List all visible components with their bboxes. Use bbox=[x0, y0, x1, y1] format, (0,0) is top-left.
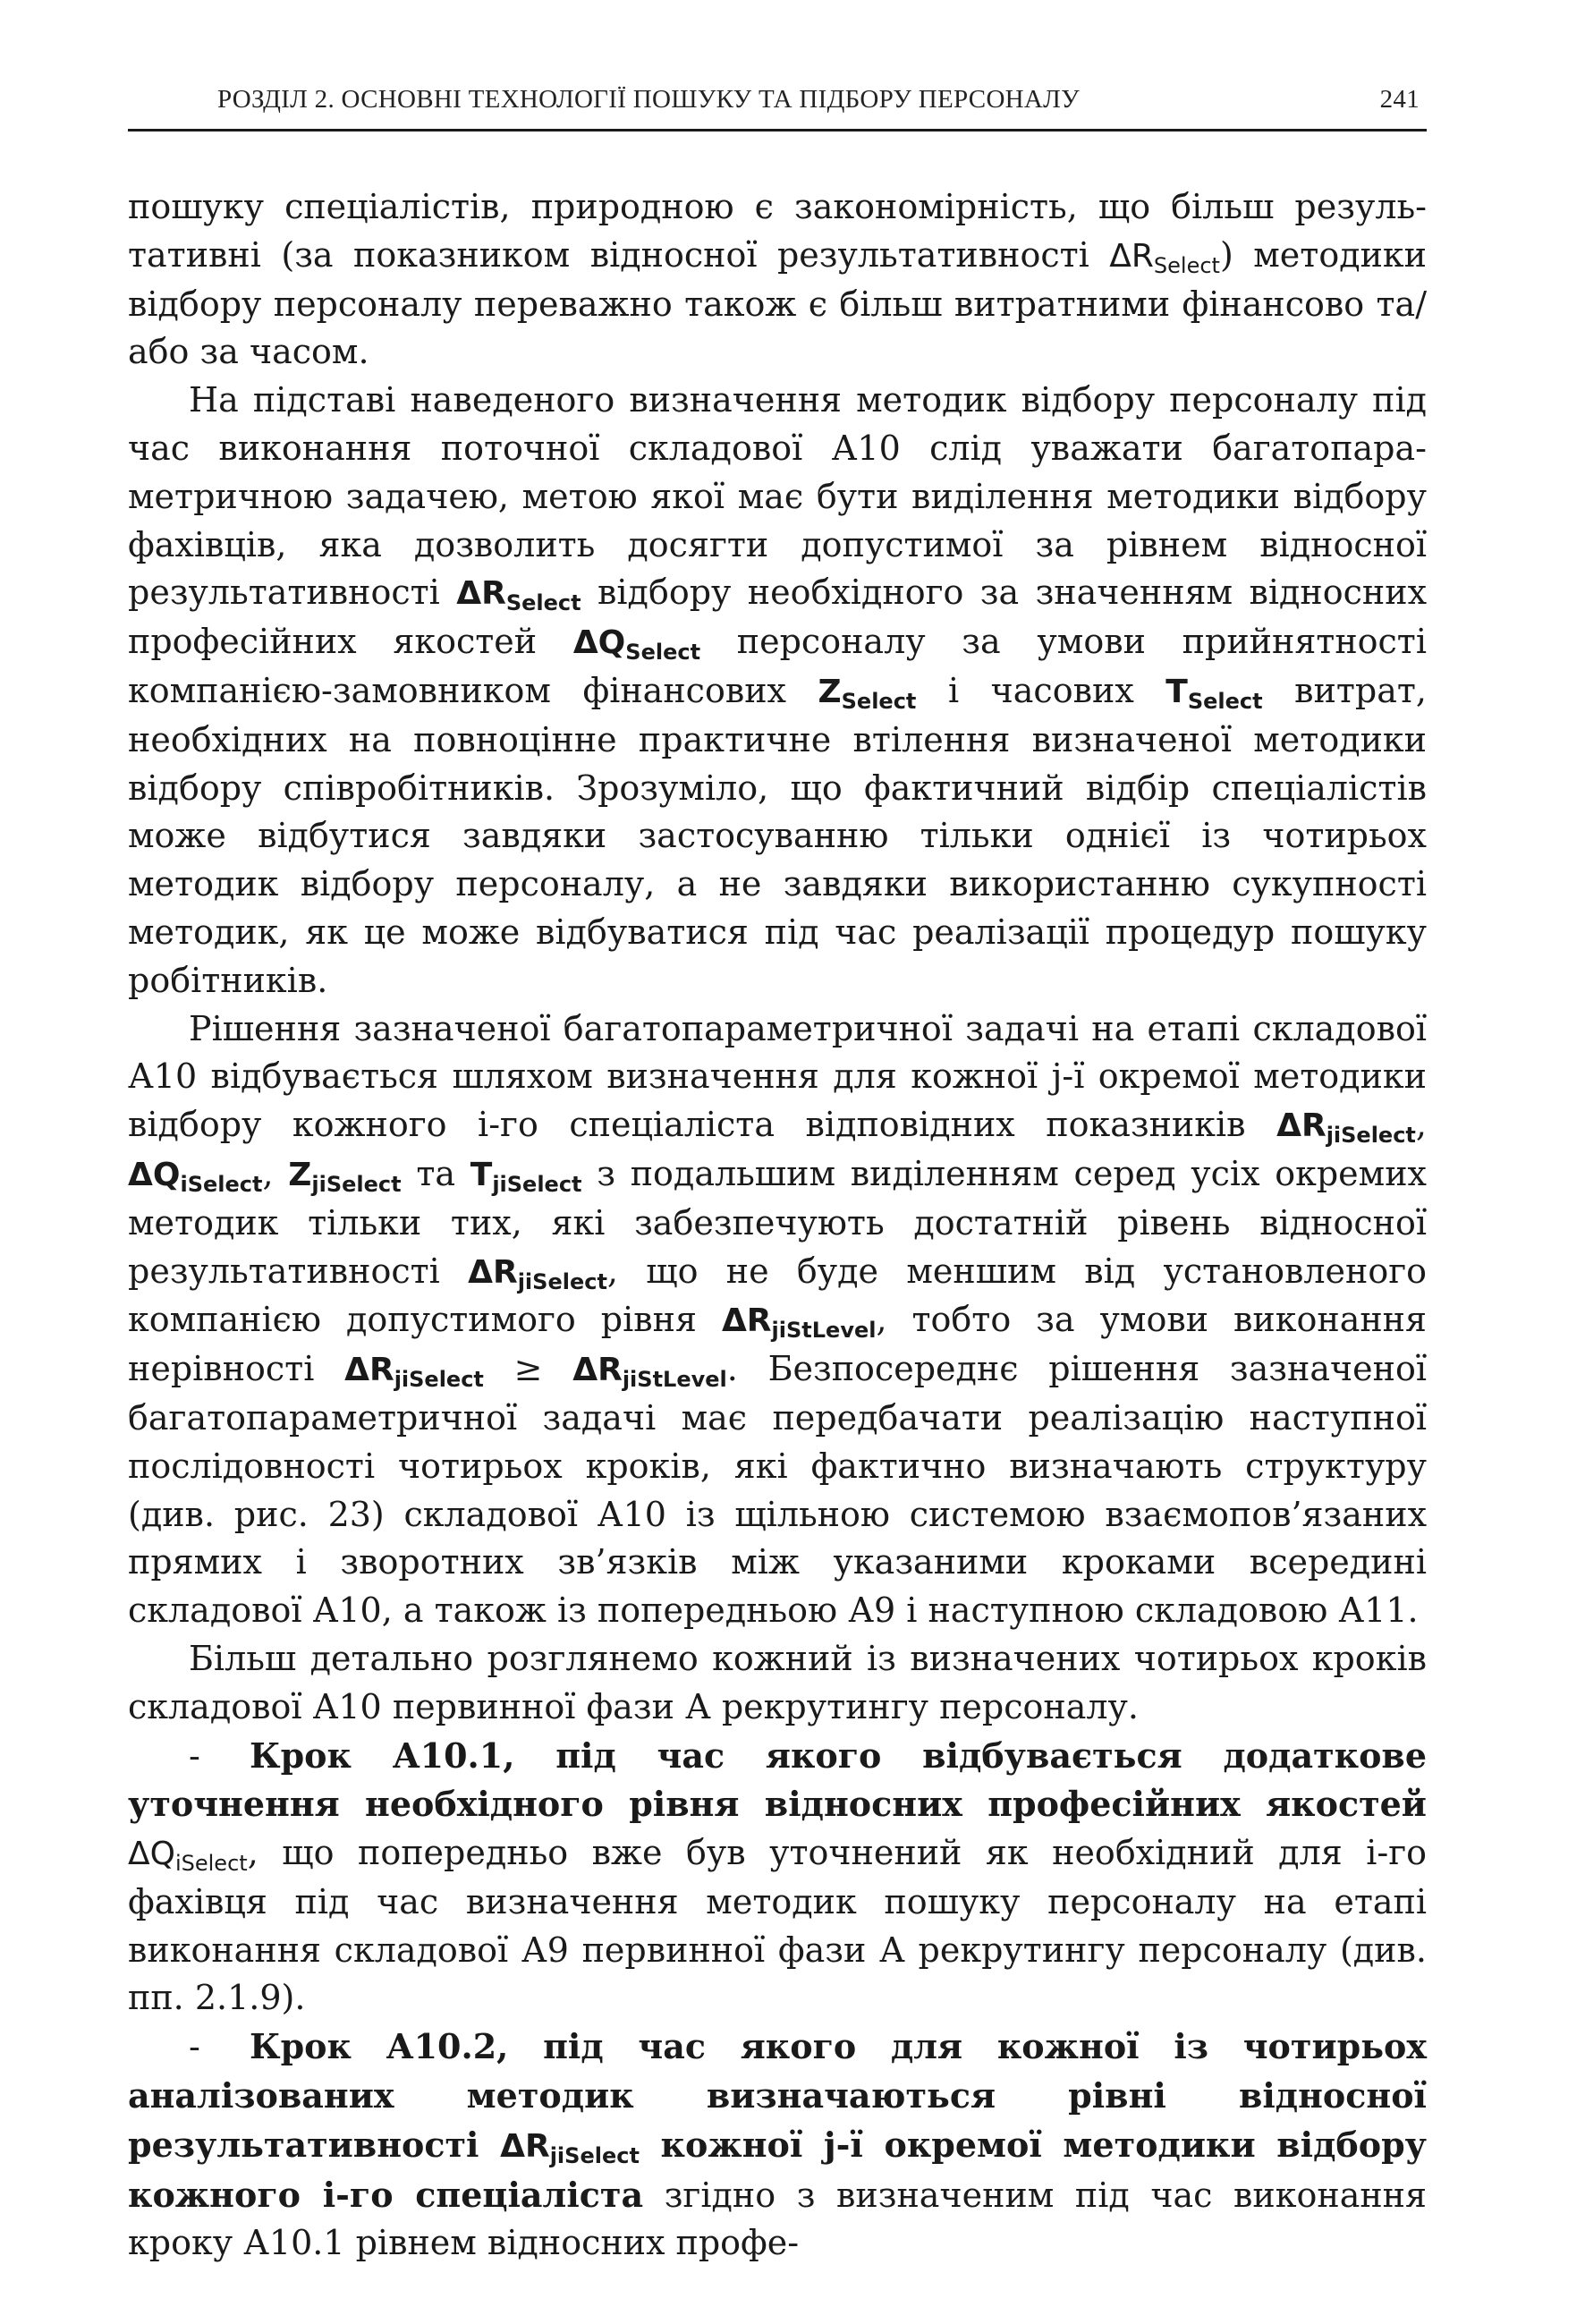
math-t-ji-select: $T_{jiSelect}$ bbox=[470, 1156, 582, 1197]
step-a10-2-heading: Крок А10.2, під час якого для кожної із чотирьох аналізованих методик визначаються рівні відносної результативності $\Delta R_{jiSelect}$ кожної j-ї окремої методики відбору кожного і-го спеціаліста bbox=[128, 2026, 1428, 2215]
page-number: 241 bbox=[1379, 85, 1420, 114]
math-delta-r-ji-st-level: $\Delta R_{jiStLevel}$ bbox=[721, 1302, 877, 1344]
math-delta-q-i-select: $\Delta Q_{iSelect}$ bbox=[128, 1156, 263, 1197]
list-dash: - bbox=[189, 1735, 200, 1776]
math-z-select: $Z_{Select}$ bbox=[818, 673, 917, 714]
math-delta-q-i-select: $\Delta Q_{iSelect}$ bbox=[128, 1836, 248, 1877]
paragraph-3: Рішення зазначеної багатопараметричної задачі на етапі складової А10 відбувається шляхом визначення для кожної j-ї окремої методики відбору кожного і-го спеціаліста відповідних показників $\Delta R_{jiSelect}$, $\Delta Q_{iSelect}$, $Z_{jiSelect}$ та $T_{jiSelect}$ з подальшим виділенням серед усіх окремих методик тільки тих, які забезпечують достатній рівень відносної результативності $\Delta R_{jiSelect}$, що не буде меншим від установленого компанією допустимого рівня $\Delta R_{jiStLevel}$, тобто за умови виконання нерівності $\Delta R_{jiSelect} \ge \Delta R_{jiStLevel}$. Безпосереднє рішення зазначеної багатопараметричної задачі має передбачати реалізацію наступної послідовності чотирьох кроків, які фактично визначають структуру (див. рис. 23) складової А10 із щільною системою взаємопов’язаних прямих і зворотних зв’язків між указаними кроками всередині складової А10, а також із попередньою А9 і наступною складовою А11. bbox=[128, 1008, 1427, 1631]
running-title: РОЗДІЛ 2. ОСНОВНІ ТЕХНОЛОГІЇ ПОШУКУ ТА ПІДБОРУ ПЕРСОНАЛУ bbox=[217, 85, 1080, 114]
math-delta-r-select: $\Delta R_{Select}$ bbox=[456, 575, 581, 616]
math-delta-r-ji-select: $\Delta R_{jiSelect}$ bbox=[344, 1352, 484, 1393]
math-delta-q-select: $\Delta Q_{Select}$ bbox=[572, 624, 701, 666]
math-t-select: $T_{Select}$ bbox=[1165, 673, 1263, 714]
step-a10-1: - Крок А10.1, під час якого відбувається додаткове уточнення необхідного рівня відносних професійних якостей $\Delta Q_{iSelect}$, що попередньо вже був уточнений як необхідний для і-го фахівця під час визначення методик пошуку персоналу на етапі виконання складової А9 первинної фази А рекрутингу персоналу (див. пп. 2.1.9). bbox=[128, 1732, 1427, 2023]
math-delta-r-ji-select: $\Delta R_{jiSelect}$ bbox=[1276, 1107, 1416, 1149]
math-delta-r-ji-select: $\Delta R_{jiSelect}$ bbox=[468, 1253, 607, 1294]
list-dash: - bbox=[189, 2027, 200, 2067]
paragraph-1: пошуку спеціалістів, природною є закономірність, що більш результативні (за показником відносної результативності $\Delta R_{Select}$) методики відбору персоналу переважно також є більш витратними фінансово та/або за часом. bbox=[128, 187, 1428, 372]
step-a10-1-heading: Крок А10.1, під час якого відбувається додаткове уточнення необхідного рівня відносних професійних якостей bbox=[128, 1735, 1427, 1825]
body-text bbox=[128, 183, 1427, 2268]
math-delta-r-ji-select: $\Delta R_{jiSelect}$ bbox=[500, 2127, 640, 2168]
math-delta-r-select: $\Delta R_{Select}$ bbox=[1109, 237, 1220, 278]
running-header bbox=[128, 85, 1427, 131]
math-delta-r-ji-st-level: $\Delta R_{jiStLevel}$ bbox=[572, 1352, 727, 1393]
math-z-ji-select: $Z_{jiSelect}$ bbox=[288, 1156, 402, 1197]
paragraph-4: Більш детально розглянемо кожний із визначених чотирьох кроків складової А10 первинної фази А рекрутингу персоналу. bbox=[128, 1638, 1427, 1726]
step-a10-2: - Крок А10.2, під час якого для кожної із чотирьох аналізованих методик визначаються рівні відносної результативності $\Delta R_{jiSelect}$ кожної j-ї окремої методики відбору кожного і-го спеціаліста згідно з визначеним під час виконання кроку А10.1 рівнем відносних профе- bbox=[128, 2023, 1427, 2268]
paragraph-2: На підставі наведеного визначення методик відбору персоналу під час виконання поточної складової А10 слід уважати багатопараметричною задачею, метою якої має бути виділення методики відбору фахівців, яка дозволить досягти допустимої за рівнем відносної результативності $\Delta R_{Select}$ відбору необхідного за значенням відносних професійних якостей $\Delta Q_{Select}$ персоналу за умови прийнятності компанією-замовником фінансових $Z_{Select}$ і часових $T_{Select}$ витрат, необхідних на повноцінне практичне втілення визначеної методики відбору співробітників. Зрозуміло, що фактичний відбір спеціалістів може відбутися завдяки застосуванню тільки однієї із чотирьох методик відбору персоналу, а не завдяки використанню сукупності методик, як це може відбуватися під час реалізації процедур пошуку робітників. bbox=[128, 380, 1427, 1000]
